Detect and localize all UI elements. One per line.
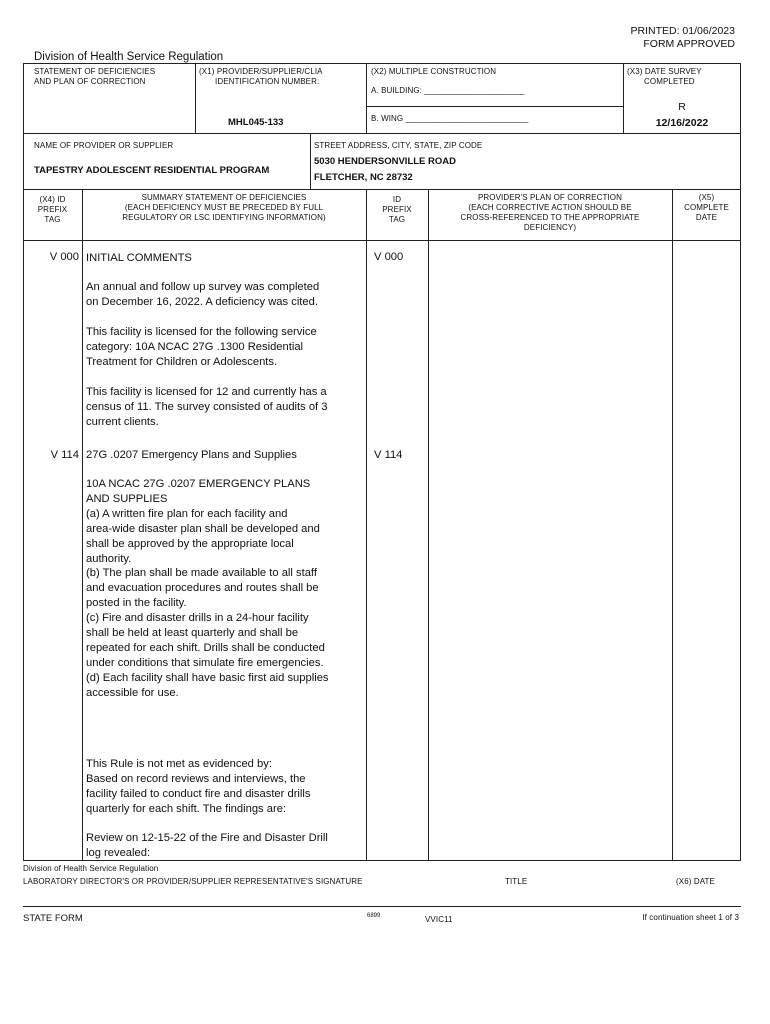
id-header: TAG — [388, 215, 406, 224]
x5-header: DATE — [695, 213, 718, 222]
printed-date: PRINTED: 01/06/2023 — [630, 25, 735, 37]
divider — [366, 106, 623, 107]
divider — [23, 133, 741, 134]
x3-label: (X3) DATE SURVEY — [627, 67, 702, 76]
address-label: STREET ADDRESS, CITY, STATE, ZIP CODE — [314, 141, 483, 150]
x1-label: IDENTIFICATION NUMBER: — [215, 77, 320, 86]
plan-header: CROSS-REFERENCED TO THE APPROPRIATE — [460, 213, 640, 222]
form-code: 6899 — [367, 913, 381, 919]
building-label: A. BUILDING: ______________________ — [371, 86, 525, 95]
state-form-label: STATE FORM — [23, 913, 83, 924]
x4-header: (X4) ID — [39, 195, 66, 204]
v114-id: V 114 — [374, 449, 403, 461]
x4-header: TAG — [44, 215, 61, 224]
x3-date: 12/16/2022 — [655, 117, 709, 129]
summary-header: (EACH DEFICIENCY MUST BE PRECEDED BY FULL — [124, 203, 324, 212]
v000-title: INITIAL COMMENTS — [86, 252, 192, 264]
paragraph-census: This facility is licensed for 12 and currently has a census of 11. The survey consisted of audits of 3 current clients. — [86, 386, 328, 428]
statement-label: AND PLAN OF CORRECTION — [34, 77, 146, 86]
x4-header: PREFIX — [37, 205, 68, 214]
id-header: ID — [392, 195, 402, 204]
x5-header: (X5) — [698, 193, 715, 202]
title-label: TITLE — [505, 877, 528, 886]
paragraph-survey: An annual and follow up survey was completed on December 16, 2022. A deficiency was cited. — [86, 281, 320, 308]
agency-title: Division of Health Service Regulation — [34, 51, 224, 63]
x1-label: (X1) PROVIDER/SUPPLIER/CLIA — [199, 67, 323, 76]
summary-header: REGULATORY OR LSC IDENTIFYING INFORMATION) — [122, 213, 326, 222]
plan-header: DEFICIENCY) — [523, 223, 577, 232]
footer-agency: Division of Health Service Regulation — [23, 864, 159, 873]
statement-label: STATEMENT OF DEFICIENCIES — [34, 67, 156, 76]
x5-header: COMPLETE — [684, 203, 729, 212]
divider — [366, 63, 367, 133]
address-line1: 5030 HENDERSONVILLE ROAD — [314, 156, 457, 167]
x6-date-label: (X6) DATE — [676, 877, 715, 886]
divider — [195, 63, 196, 133]
rule-text: 10A NCAC 27G .0207 EMERGENCY PLANS AND SUPPLIES (a) A written fire plan for each facility and area-wide disaster plan shall be developed and shall be approved by the appropriate local authority. (b) The plan shall be made available to all staff and evacuation procedures and routes shall be posted in the facility. (c) Fire and disaster drills in a 24-hour facility shall be held at least quarterly and shall be repeated for each shift. Drills shall be conducted under conditions that simulate fire emergencies. (d) Each facility shall have basic first aid supplies accessible for use. — [86, 478, 329, 699]
signature-line — [23, 906, 741, 907]
signature-label: LABORATORY DIRECTOR'S OR PROVIDER/SUPPLIER REPRESENTATIVE'S SIGNATURE — [23, 877, 363, 886]
divider — [23, 189, 741, 190]
address-line2: FLETCHER, NC 28732 — [314, 172, 413, 183]
form-status: FORM APPROVED — [643, 38, 735, 50]
plan-header: PROVIDER'S PLAN OF CORRECTION — [477, 193, 622, 202]
v000-id: V 000 — [374, 251, 404, 263]
x3-label: COMPLETED — [644, 77, 695, 86]
v114-title: 27G .0207 Emergency Plans and Supplies — [86, 449, 297, 461]
column-divider — [672, 189, 673, 861]
finding-text: This Rule is not met as evidenced by: Based on record reviews and interviews, the facility failed to conduct fire and disaster drills quarterly for each shift. The findings are: — [86, 758, 311, 815]
plan-header: (EACH CORRECTIVE ACTION SHOULD BE — [468, 203, 632, 212]
x2-label: (X2) MULTIPLE CONSTRUCTION — [371, 67, 497, 76]
doc-id: VVIC11 — [425, 915, 453, 924]
id-header: PREFIX — [382, 205, 412, 214]
summary-header: SUMMARY STATEMENT OF DEFICIENCIES — [141, 193, 307, 202]
paragraph-license: This facility is licensed for the following service category: 10A NCAC 27G .1300 Residential Treatment for Children or Adolescents. — [86, 326, 317, 368]
provider-name: TAPESTRY ADOLESCENT RESIDENTIAL PROGRAM — [34, 165, 270, 176]
x3-code: R — [678, 101, 686, 113]
column-divider — [428, 189, 429, 861]
wing-label: B. WING ___________________________ — [371, 114, 529, 123]
continuation-sheet: If continuation sheet 1 of 3 — [642, 913, 739, 922]
v114-tag: V 114 — [50, 449, 79, 461]
provider-name-label: NAME OF PROVIDER OR SUPPLIER — [34, 141, 174, 150]
column-divider — [82, 189, 83, 861]
divider — [23, 240, 741, 241]
v000-tag: V 000 — [49, 251, 79, 263]
column-divider — [366, 189, 367, 861]
divider — [310, 133, 311, 189]
review-text: Review on 12-15-22 of the Fire and Disaster Drill log revealed: — [86, 832, 328, 859]
x1-value: MHL045-133 — [228, 117, 284, 128]
